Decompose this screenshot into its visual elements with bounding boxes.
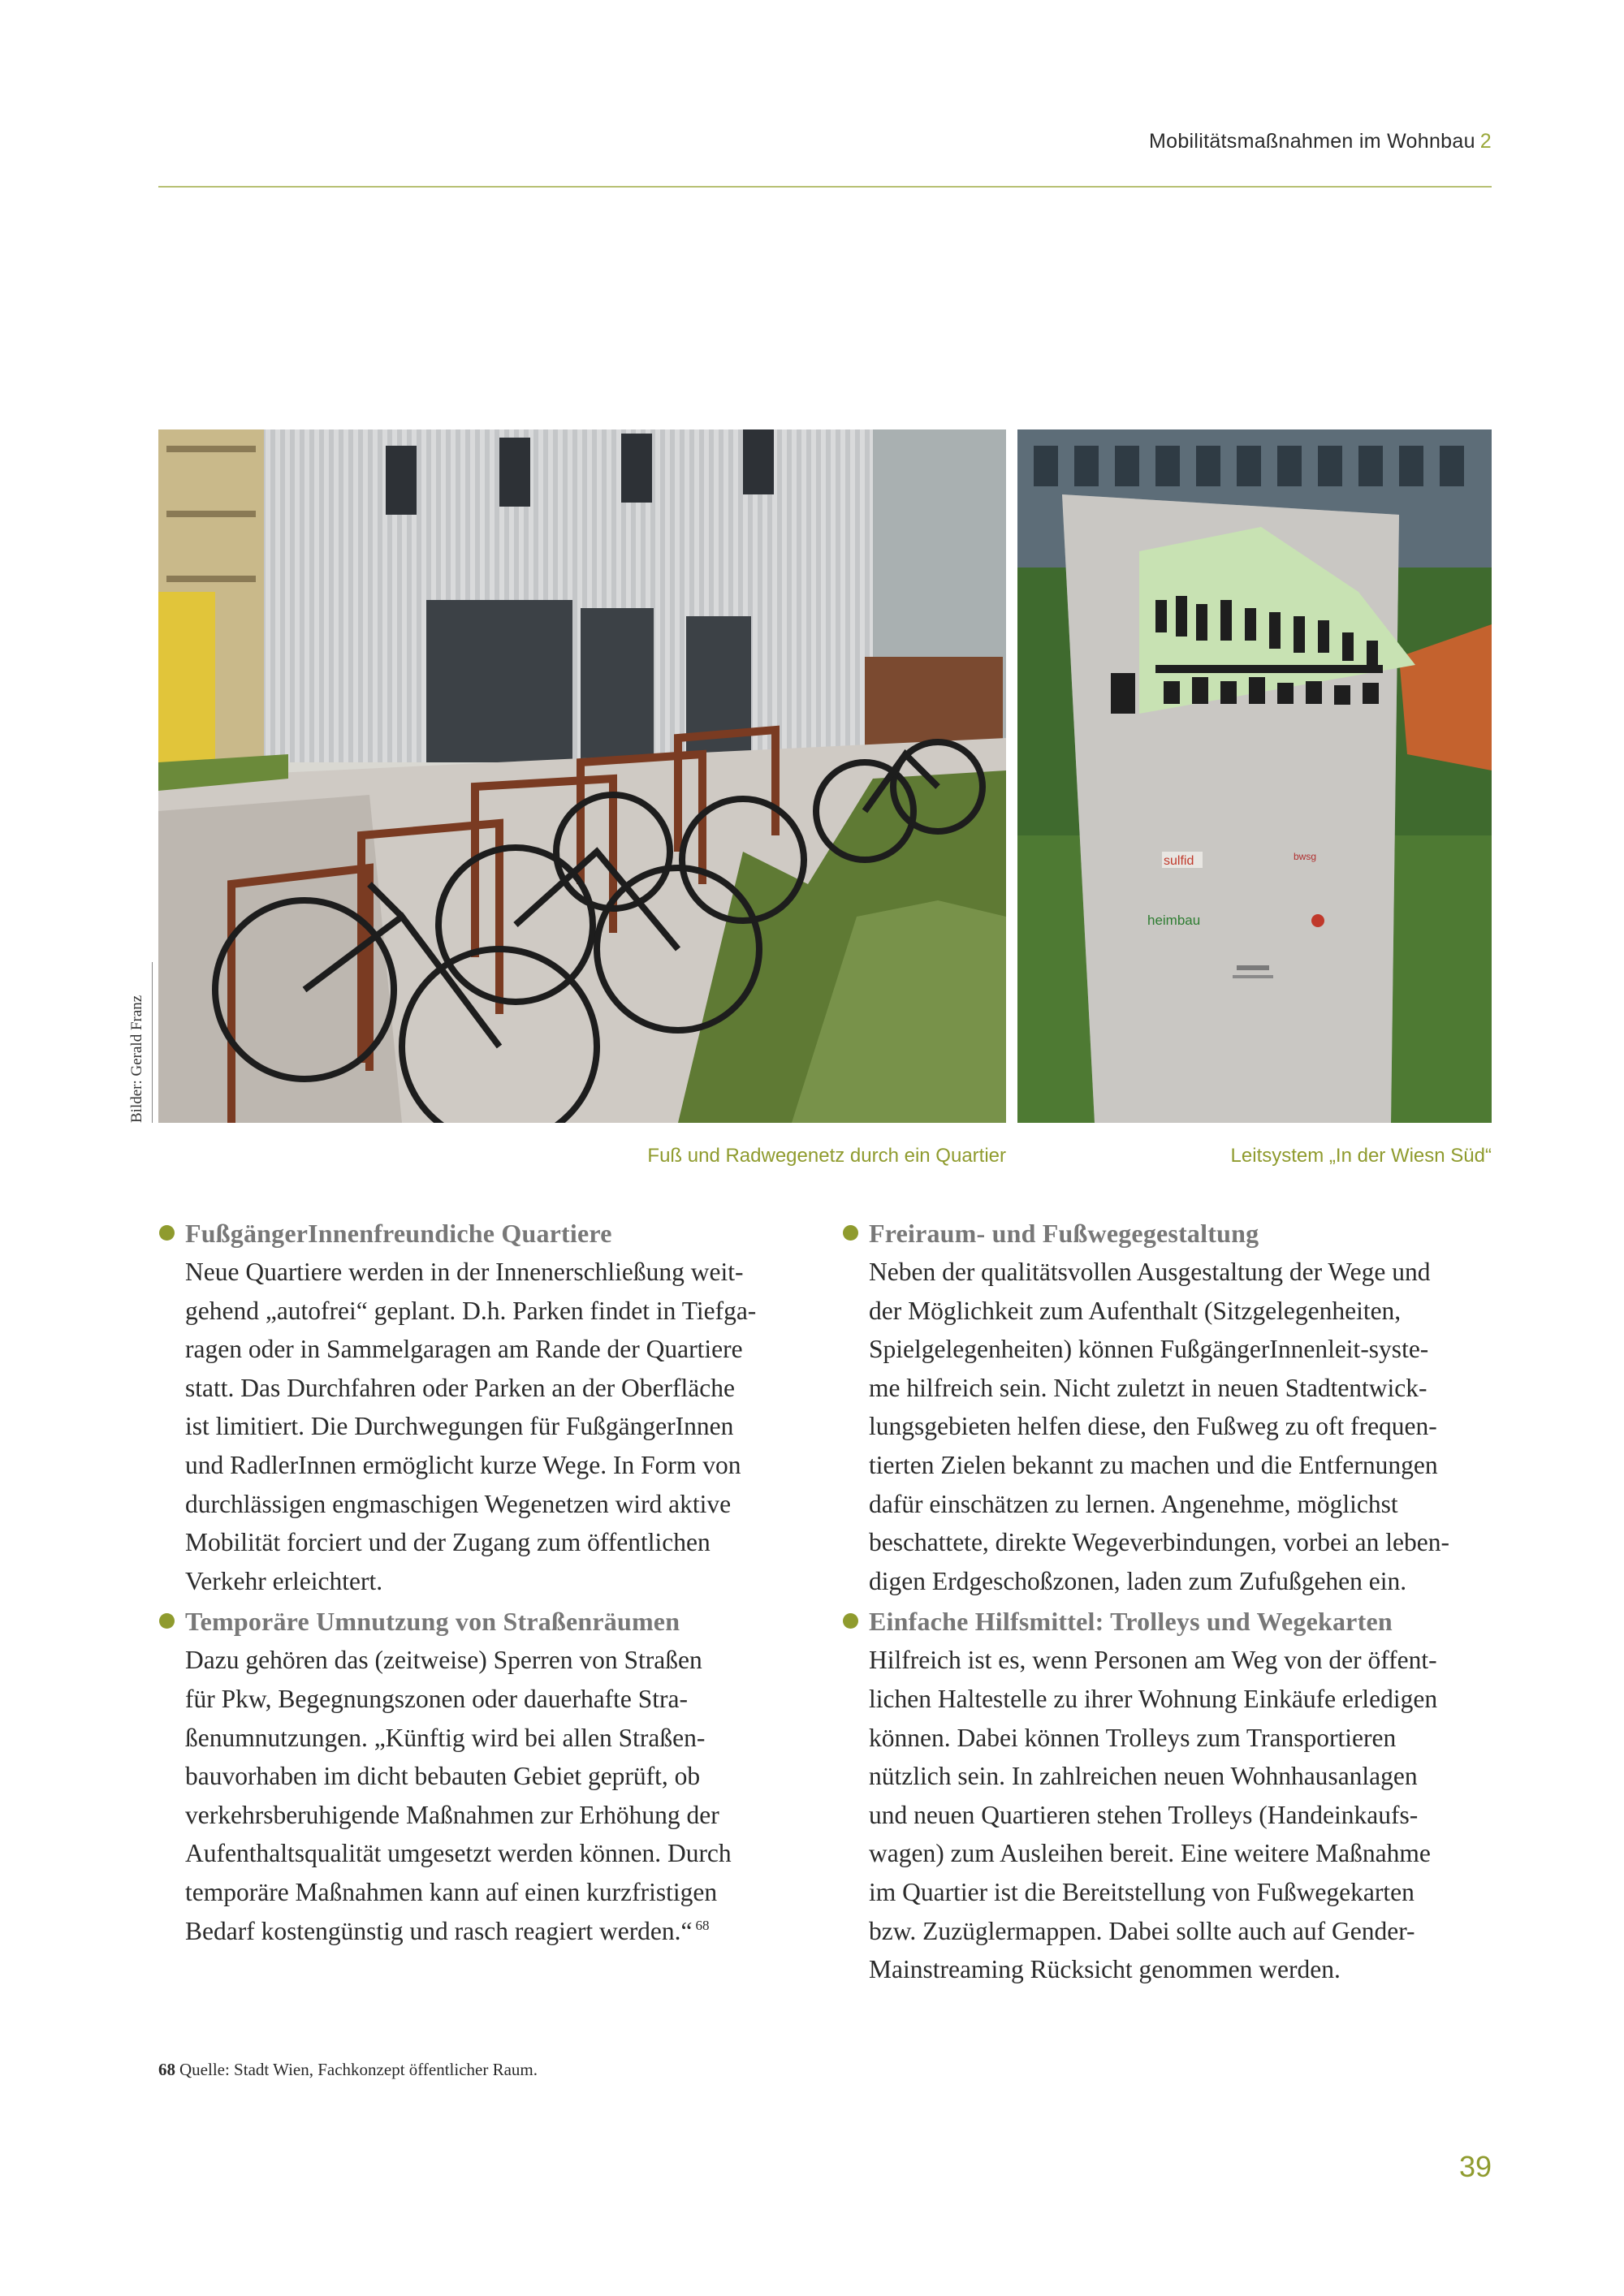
chapter-number: 2: [1479, 130, 1492, 153]
text-line: verkehrsberuhigende Maßnahmen zur Erhöhung der: [185, 1800, 719, 1829]
text-line: im Quartier ist die Bereitstellung von Fußwegekarten: [869, 1877, 1415, 1906]
text-line: durchlässigen engmaschigen Wegenetzen wird aktive: [185, 1489, 732, 1518]
section-body: [869, 1253, 1475, 1600]
section-heading: FußgängerInnenfreundiche Quartiere: [185, 1219, 612, 1248]
bullet-dot: [843, 1225, 858, 1241]
text-line: dafür einschätzen zu lernen. Angenehme, möglichst: [869, 1489, 1398, 1518]
text-line: und RadlerInnen ermöglicht kurze Wege. In Form von: [185, 1450, 741, 1479]
footnote-reference[interactable]: 68: [695, 1918, 710, 1933]
caption-right: Leitsystem „In der Wiesn Süd“: [1230, 1145, 1492, 1167]
photo-wayfinding-sign: [1017, 429, 1492, 1123]
text-line: bauvorhaben im dicht bebauten Gebiet geprüft, ob: [185, 1762, 701, 1791]
text-line: lungsgebieten helfen diese, den Fußweg zu oft frequen-: [869, 1412, 1437, 1441]
section-body: [185, 1641, 792, 1950]
text-line: ist limitiert. Die Durchwegungen für FußgängerInnen: [185, 1412, 734, 1441]
text-line: statt. Das Durchfahren oder Parken an der Oberfläche: [185, 1373, 735, 1402]
bullet-dot: [159, 1225, 175, 1241]
text-line: nützlich sein. In zahlreichen neuen Wohnhausanlagen: [869, 1762, 1418, 1791]
header-title: Mobilitätsmaßnahmen im Wohnbau: [1149, 130, 1475, 153]
text-line: Neben der qualitätsvollen Ausgestaltung der Wege und: [869, 1258, 1431, 1286]
text-line: temporäre Maßnahmen kann auf einen kurzfristigen: [185, 1877, 718, 1906]
footnote-number: 68: [158, 2060, 175, 2079]
section-heading: Einfache Hilfsmittel: Trolleys und Wegekarten: [869, 1607, 1393, 1637]
sign-logo-bwsg: bwsg: [1294, 851, 1317, 862]
text-line: ragen oder in Sammelgaragen am Rande der Quartiere: [185, 1335, 743, 1364]
text-line: gehend „autofrei“ geplant. D.h. Parken findet in Tiefga-: [185, 1296, 757, 1325]
text-line: wagen) zum Ausleihen bereit. Eine weitere Maßnahme: [869, 1839, 1431, 1868]
text-column-right: [842, 1214, 1475, 1991]
header-divider: [158, 186, 1492, 188]
running-header: [1149, 130, 1492, 153]
text-line: der Möglichkeit zum Aufenthalt (Sitzgelegenheiten,: [869, 1296, 1402, 1325]
text-line: Mobilität forciert und der Zugang zum öffentlichen: [185, 1528, 710, 1557]
text-line: Mainstreaming Rücksicht genommen werden.: [869, 1955, 1341, 1984]
text-line: Spielgelegenheiten) können FußgängerInnenleit-syste-: [869, 1335, 1429, 1364]
page-number: 39: [1458, 2150, 1492, 2183]
footnote: [158, 2060, 538, 2080]
photo-credit: Bilder: Gerald Franz: [128, 995, 145, 1123]
text-line: für Pkw, Begegnungszonen oder dauerhafte Stra-: [185, 1684, 689, 1713]
sign-logo-heimbau: heimbau: [1147, 913, 1201, 928]
section-open-space-design: [842, 1214, 1475, 1600]
text-line: Neue Quartiere werden in der Innenerschließung weit-: [185, 1258, 744, 1286]
caption-left: Fuß und Radwegenetz durch ein Quartier: [647, 1145, 1006, 1167]
photo-bicycle-courtyard: [158, 429, 1006, 1123]
section-trolleys-maps: [842, 1602, 1475, 1988]
text-line: und neuen Quartieren stehen Trolleys (Handeinkaufs-: [869, 1800, 1419, 1829]
section-body: [185, 1253, 792, 1600]
sign-logo-sulfid: sulfid: [1164, 854, 1194, 868]
section-heading: Temporäre Umnutzung von Straßenräumen: [185, 1607, 680, 1637]
text-line: tierten Zielen bekannt zu machen und die Entfernungen: [869, 1450, 1438, 1479]
text-line: bzw. Zuzüglermappen. Dabei sollte auch auf Gender-: [869, 1916, 1415, 1945]
text-line: Aufenthaltsqualität umgesetzt werden können. Durch: [185, 1839, 732, 1868]
credit-rule: [152, 962, 153, 1123]
text-line: digen Erdgeschoßzonen, laden zum Zufußgehen ein.: [869, 1566, 1407, 1595]
section-body: [869, 1641, 1475, 1988]
bullet-dot: [159, 1613, 175, 1629]
text-line: Verkehr erleichtert.: [185, 1566, 383, 1595]
text-line: [185, 1912, 792, 1951]
bullet-dot: [843, 1613, 858, 1629]
text-line: beschattete, direkte Wegeverbindungen, vorbei an leben-: [869, 1528, 1449, 1557]
text-column-left: [158, 1214, 792, 1952]
text-line: können. Dabei können Trolleys zum Transportieren: [869, 1723, 1397, 1752]
text-line: Hilfreich ist es, wenn Personen am Weg von der öffent-: [869, 1646, 1437, 1675]
footnote-text: Quelle: Stadt Wien, Fachkonzept öffentlicher Raum.: [179, 2060, 538, 2079]
text-line: me hilfreich sein. Nicht zuletzt in neuen Stadtentwick-: [869, 1373, 1427, 1402]
text-line: Dazu gehören das (zeitweise) Sperren von Straßen: [185, 1646, 702, 1675]
section-temporary-street-use: [158, 1602, 792, 1950]
section-pedestrian-friendly: [158, 1214, 792, 1600]
section-heading: Freiraum- und Fußwegegestaltung: [869, 1219, 1259, 1248]
text-line-content: Bedarf kostengünstig und rasch reagiert werden.“: [185, 1916, 693, 1945]
text-line: lichen Haltestelle zu ihrer Wohnung Einkäufe erledigen: [869, 1684, 1438, 1713]
text-line: ßenumnutzungen. „Künftig wird bei allen Straßen-: [185, 1723, 706, 1752]
